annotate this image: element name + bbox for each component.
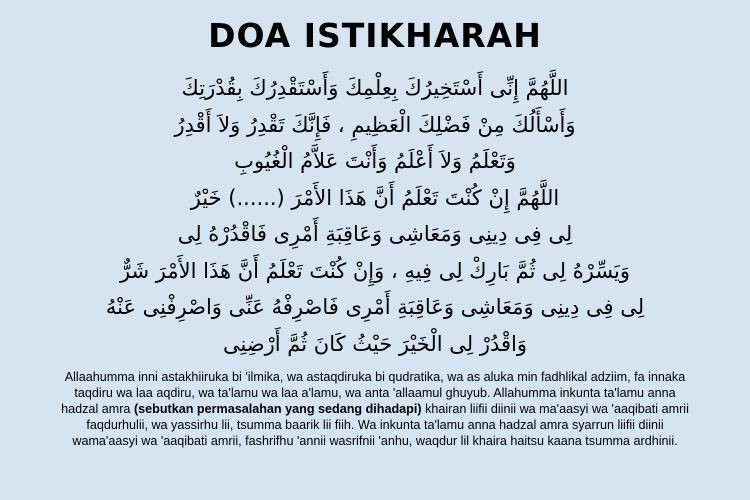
page-title: DOA ISTIKHARAH bbox=[208, 16, 542, 55]
arabic-line-5: لِى فِى دِينِى وَمَعَاشِى وَعَاقِبَةِ أَمْرِى فَاقْدُرْهُ لِى bbox=[177, 222, 573, 246]
arabic-line-6: وَيَسِّرْهُ لِى ثُمَّ بَارِكْ لِى فِيهِ ، وَإِنْ كُنْتَ تَعْلَمُ أَنَّ هَذَا الأَمْرَ شَرٌّ bbox=[119, 258, 631, 283]
arabic-line-7: لِى فِى دِينِى وَمَعَاشِى وَعَاقِبَةِ أَمْرِى فَاصْرِفْهُ عَنِّى وَاصْرِفْنِى عَنْهُ bbox=[105, 295, 645, 319]
arabic-line-8: وَاقْدُرْ لِى الْخَيْرَ حَيْثُ كَانَ ثُمَّ أَرْضِنِى bbox=[222, 331, 528, 356]
latin-part-1: Allaahumma inni astakhiiruka bi 'ilmika, wa astaqdiruka bi qudratika, wa as aluka min fadhlikal adziim, fa innaka taqdiru wa laa aqdiru, wa ta'lamu wa laa a'lamu, wa anta 'allaamul ghuyub. Allahumma inkunta ta'lamu anna hadzal amra bbox=[61, 370, 686, 416]
arabic-line-1: اللَّهُمَّ إِنِّى أَسْتَخِيرُكَ بِعِلْمِكَ وَأَسْتَقْدِرُكَ بِقُدْرَتِكَ bbox=[181, 76, 569, 100]
latin-part-2: khairan liifii diinii wa ma'aasyi wa 'aaqibati amrii faqdurhulii, wa yassirhu lii, tsumma baarik lii fiih. Wa inkunta ta'lamu anna hadzal amra syarrun liifii diinii wama'aasyi wa 'aaqibati amrii, fashrifhu 'annii wasrifnii 'anhu, waqdur lil khaira haitsu kaana tsumma ardhinii. bbox=[72, 402, 689, 448]
latin-transliteration bbox=[58, 369, 692, 449]
arabic-prayer-text bbox=[60, 70, 690, 362]
arabic-line-4: اللَّهُمَّ إِنْ كُنْتَ تَعْلَمُ أَنَّ هَذَا الأَمْرَ (......) خَيْرٌ bbox=[190, 185, 560, 210]
arabic-line-3: وَتَعْلَمُ وَلاَ أَعْلَمُ وَأَنْتَ عَلاَّمُ الْغُيُوبِ bbox=[234, 149, 516, 173]
latin-bold-note: (sebutkan permasalahan yang sedang dihadapi) bbox=[133, 402, 422, 416]
arabic-line-2: وَأَسْأَلُكَ مِنْ فَضْلِكَ الْعَظِيمِ ، فَإِنَّكَ تَقْدِرُ وَلاَ أَقْدِرُ bbox=[174, 112, 576, 137]
